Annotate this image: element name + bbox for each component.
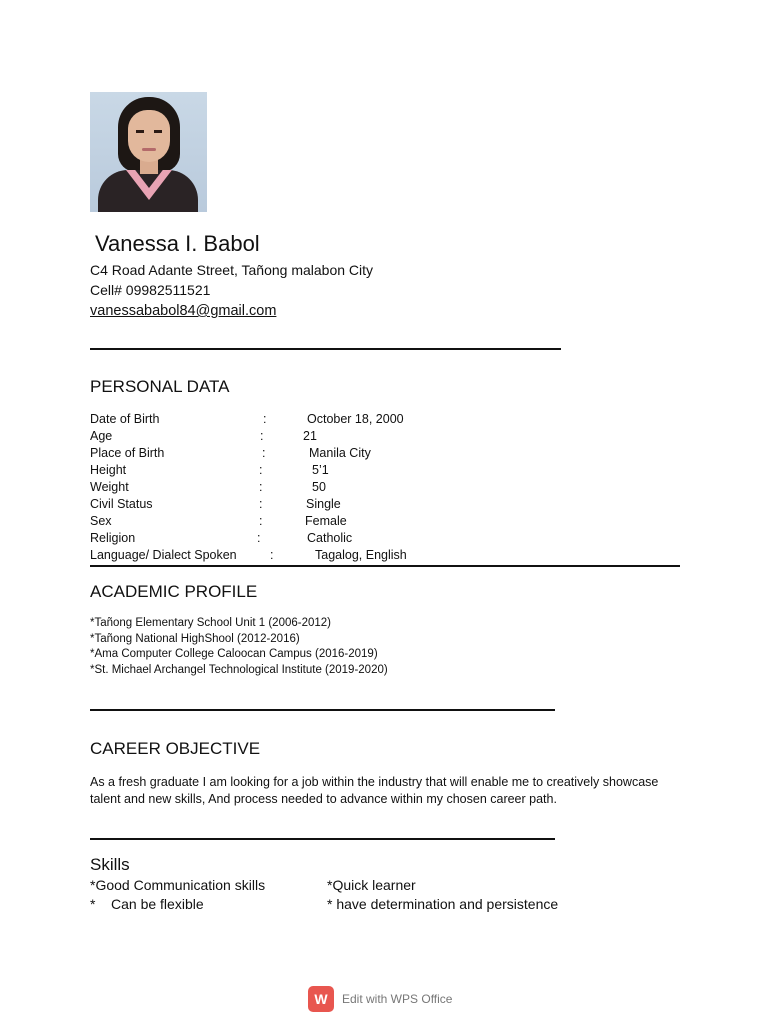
career-objective-line: As a fresh graduate I am looking for a job within the industry that will enable me to creatively showcase [90,775,659,789]
career-objective-heading: CAREER OBJECTIVE [90,739,261,758]
pd-value: Tagalog, English [315,548,407,562]
pd-colon: : [259,463,263,477]
pd-colon: : [257,531,261,545]
pd-colon: : [259,514,263,528]
pd-value: Catholic [307,531,353,545]
divider [90,348,561,350]
pd-colon: : [263,412,267,426]
pd-label: Weight [90,480,129,494]
pd-label: Age [90,429,113,443]
skill-item: * have determination and persistence [327,896,559,912]
wps-edit-banner[interactable] [308,986,452,1012]
academic-item: *St. Michael Archangel Technological Institute (2019-2020) [90,664,388,676]
pd-label: Height [90,463,127,477]
pd-value: Manila City [309,446,371,460]
career-objective-line: talent and new skills, And process needed to advance within my chosen career path. [90,792,557,806]
pd-label: Date of Birth [90,412,160,426]
pd-row-sex [90,514,510,530]
skill-item: *Good Communication skills [90,877,266,893]
pd-value: 50 [312,480,326,494]
pd-row-language [90,548,510,564]
pd-value: Single [306,497,341,511]
address: C4 Road Adante Street, Tañong malabon City [90,262,374,278]
pd-colon: : [270,548,274,562]
pd-label: Place of Birth [90,446,165,460]
pd-value: Female [305,514,347,528]
pd-colon: : [260,429,264,443]
cell-number: Cell# 09982511521 [90,282,211,298]
pd-value: October 18, 2000 [307,412,404,426]
pd-row-dob [90,412,510,428]
pd-row-age [90,429,510,445]
pd-value: 5’1 [312,463,329,477]
wps-logo-icon: W [308,986,334,1012]
pd-row-height [90,463,510,479]
pd-colon: : [259,497,263,511]
pd-label: Religion [90,531,136,545]
pd-label: Civil Status [90,497,153,511]
pd-row-religion [90,531,510,547]
skill-item: * Can be flexible [90,896,204,912]
academic-item: *Tañong National HighShool (2012-2016) [90,633,300,645]
divider [90,838,555,840]
skill-item: *Quick learner [327,877,416,893]
divider [90,709,555,711]
pd-row-place-of-birth [90,446,510,462]
academic-profile-heading: ACADEMIC PROFILE [90,582,258,601]
pd-colon: : [262,446,266,460]
wps-edit-label: Edit with WPS Office [342,992,453,1006]
pd-row-civil-status [90,497,510,513]
pd-colon: : [259,480,263,494]
pd-label: Sex [90,514,112,528]
personal-data-heading: PERSONAL DATA [90,377,230,396]
academic-item: *Tañong Elementary School Unit 1 (2006-2012) [90,617,332,629]
career-objective-text [90,774,680,808]
email-link[interactable]: vanessababol84@gmail.com [90,303,277,319]
academic-item: *Ama Computer College Caloocan Campus (2016-2019) [90,648,378,660]
pd-label: Language/ Dialect Spoken [90,548,237,562]
divider [90,565,680,567]
skills-heading: Skills [90,855,130,874]
profile-photo [90,92,207,212]
pd-value: 21 [303,429,317,443]
applicant-name: Vanessa I. Babol [95,231,260,256]
pd-row-weight [90,480,510,496]
